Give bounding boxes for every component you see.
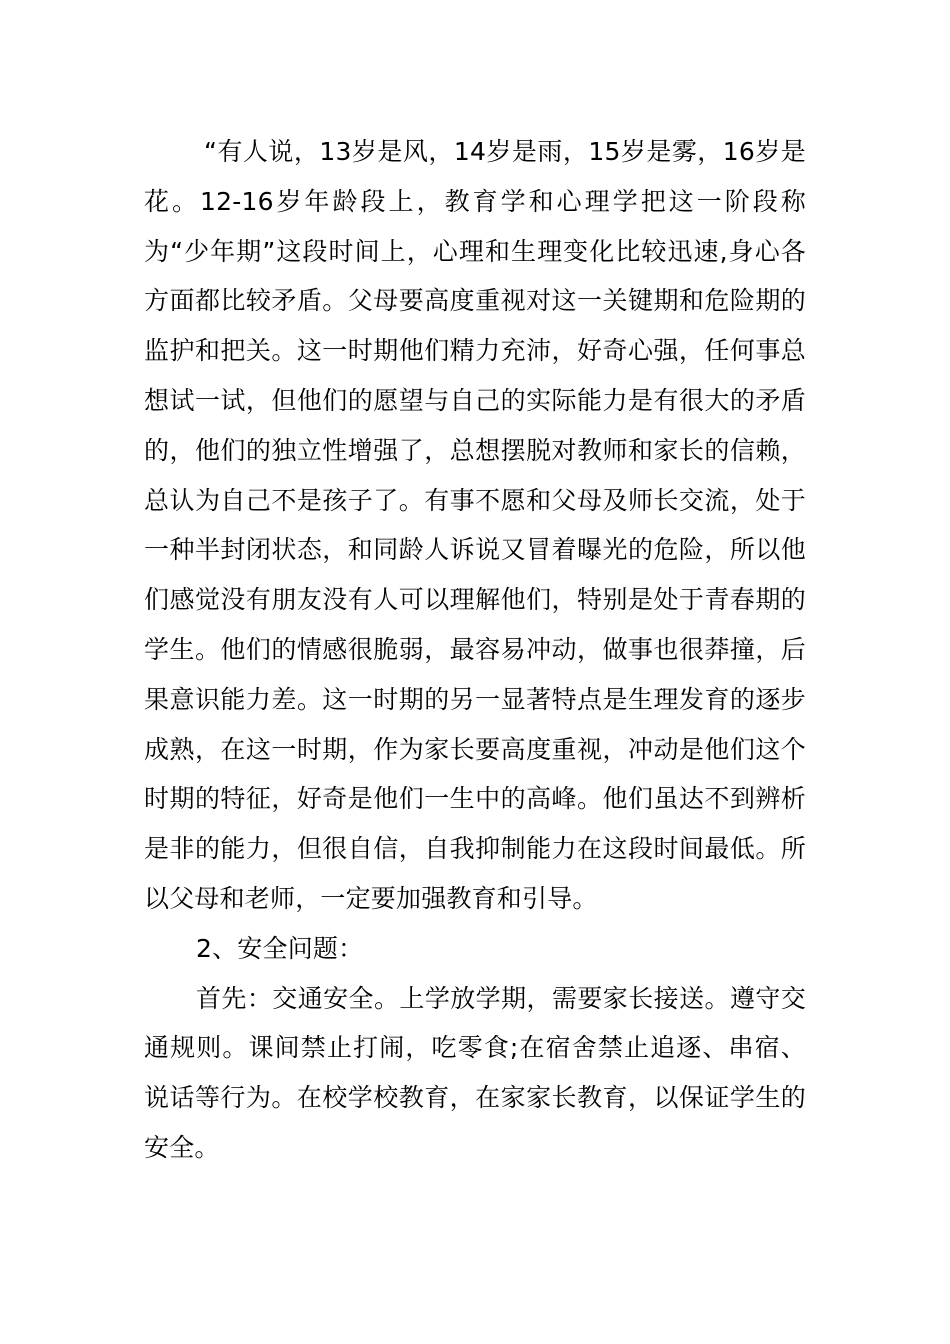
paragraph-adolescence: “有人说，13岁是风，14岁是雨，15岁是雾，16岁是花。12-16岁年龄段上，教育学和心理学把这一阶段称为“少年期”这段时间上，心理和生理变化比较迅速,身心各方面都比较矛盾。父母要高度重视对这一关键期和危险期的监护和把关。这一时期他们精力充沛，好奇心强，任何事总想试一试，但他们的愿望与自己的实际能力是有很大的矛盾的，他们的独立性增强了，总想摆脱对教师和家长的信赖，总认为自己不是孩子了。有事不愿和父母及师长交流，处于一种半封闭状态，和同龄人诉说又冒着曝光的危险，所以他们感觉没有朋友没有人可以理解他们，特别是处于青春期的学生。他们的情感很脆弱，最容易冲动，做事也很莽撞，后果意识能力差。这一时期的另一显著特点是生理发育的逐步成熟，在这一时期，作为家长要高度重视，冲动是他们这个时期的特征，好奇是他们一生中的高峰。他们虽达不到辨析是非的能力，但很自信，自我抑制能力在这段时间最低。所以父母和老师，一定要加强教育和引导。 [144, 137, 806, 913]
paragraph-traffic-safety: 首先：交通安全。上学放学期，需要家长接送。遵守交通规则。课间禁止打闹，吃零食;在宿舍禁止追逐、串宿、说话等行为。在校学校教育，在家家长教育，以保证学生的安全。 [144, 983, 806, 1162]
paragraph-safety-heading: 2、安全问题： [196, 933, 364, 963]
document-body [144, 127, 806, 1173]
